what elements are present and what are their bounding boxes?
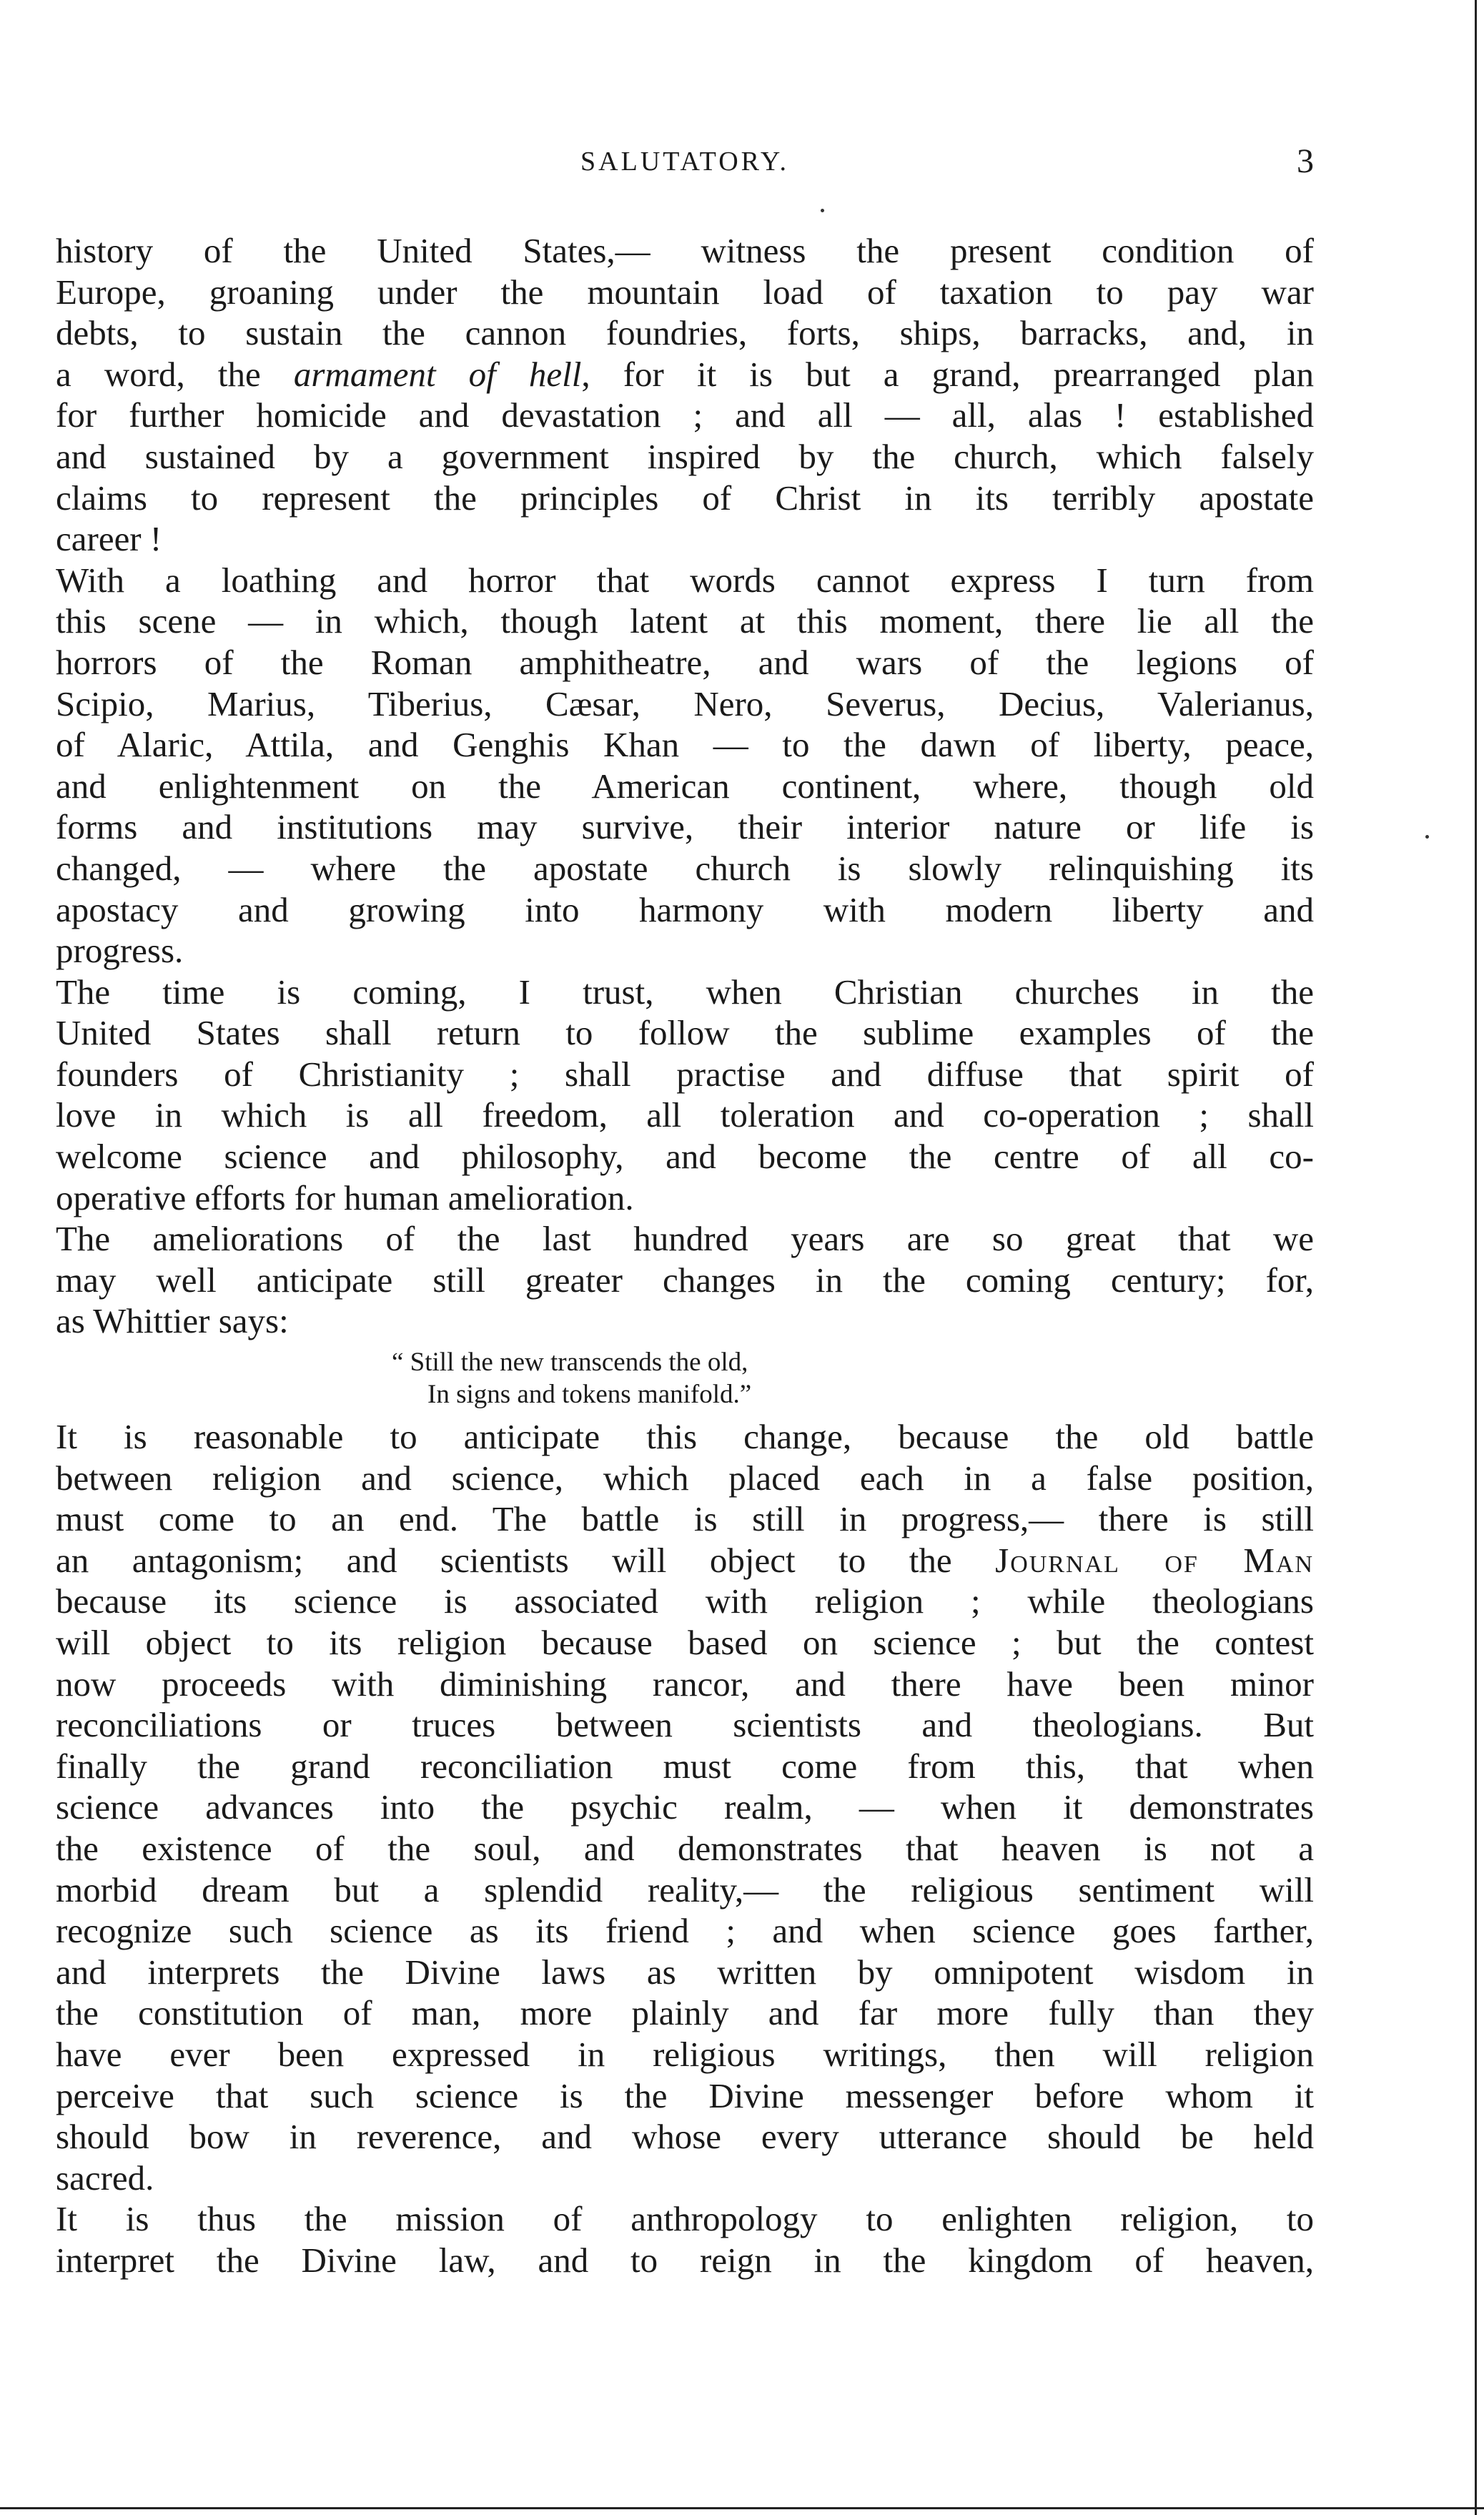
journal-title: Journal of Man — [995, 1540, 1314, 1580]
paragraph-3 — [56, 972, 1314, 1219]
text-line: may well anticipate still greater changes in the coming century; for, — [56, 1260, 1314, 1300]
text-line: welcome science and philosophy, and become the centre of all co- — [56, 1137, 1314, 1177]
paragraph-5 — [56, 1416, 1314, 2198]
scan-speck — [821, 209, 824, 212]
text-line: reconciliations or truces between scientists and theologians. But — [56, 1705, 1314, 1745]
text-line: With a loathing and horror that words cannot express I turn from — [56, 560, 1314, 600]
paragraph-4 — [56, 1218, 1314, 1342]
text-line: and enlightenment on the American continent, where, though old — [56, 766, 1314, 806]
text-line: interpret the Divine law, and to reign in the kingdom of heaven, — [56, 2240, 1314, 2280]
paragraph-6 — [56, 2198, 1314, 2281]
text-line: because its science is associated with religion ; while theologians — [56, 1581, 1314, 1621]
text-line: The ameliorations of the last hundred years are so great that we — [56, 1219, 1314, 1259]
text-line: It is thus the mission of anthropology to enlighten religion, to — [56, 2199, 1314, 2239]
text-line: will object to its religion because based on science ; but the contest — [56, 1623, 1314, 1662]
paragraph-1 — [56, 230, 1314, 560]
scan-page-edge-right — [1475, 0, 1477, 2515]
scan-page-edge-bottom — [0, 2507, 1484, 2509]
text-line: United States shall return to follow the sublime examples of the — [56, 1013, 1314, 1053]
text-line — [56, 354, 1314, 395]
text-line: founders of Christianity ; shall practise and diffuse that spirit of — [56, 1054, 1314, 1094]
text-line: science advances into the psychic realm, — when it demonstrates — [56, 1787, 1314, 1827]
verse-line: In signs and tokens manifold.” — [427, 1380, 752, 1410]
page-number: 3 — [1297, 142, 1314, 180]
text-line: perceive that such science is the Divine messenger before whom it — [56, 2075, 1314, 2115]
text-run: a word, the — [56, 354, 294, 394]
running-head — [56, 142, 1314, 184]
text-line: sacred. — [56, 2158, 154, 2198]
paragraph-2 — [56, 560, 1314, 972]
text-line: and sustained by a government inspired by the church, which falsely — [56, 436, 1314, 476]
text-line: the existence of the soul, and demonstrates that heaven is not a — [56, 1828, 1314, 1868]
text-run: , for it is but a grand, prearranged plan — [581, 354, 1314, 394]
text-line: changed, — where the apostate church is slowly relinquishing its — [56, 848, 1314, 888]
text-line: operative efforts for human amelioration. — [56, 1177, 634, 1217]
text-line: debts, to sustain the cannon foundries, forts, ships, barracks, and, in — [56, 313, 1314, 353]
text-line: horrors of the Roman amphitheatre, and wars of the legions of — [56, 642, 1314, 682]
text-line: this scene — in which, though latent at this moment, there lie all the — [56, 601, 1314, 641]
text-line: and interprets the Divine laws as written by omnipotent wisdom in — [56, 1952, 1314, 1992]
verse-quotation — [56, 1342, 1314, 1416]
text-line: for further homicide and devastation ; and all — all, alas ! established — [56, 395, 1314, 435]
text-run: an antagonism; and scientists will object to the — [56, 1540, 996, 1580]
text-line: history of the United States,— witness the present condition of — [56, 231, 1314, 270]
text-line: as Whittier says: — [56, 1301, 289, 1341]
text-line: must come to an end. The battle is still in progress,— there is still — [56, 1499, 1314, 1539]
text-line: between religion and science, which placed each in a false position, — [56, 1458, 1314, 1498]
text-line: now proceeds with diminishing rancor, and there have been minor — [56, 1664, 1314, 1704]
text-line: recognize such science as its friend ; and when science goes farther, — [56, 1911, 1314, 1951]
scan-speck — [1425, 835, 1429, 839]
text-line: the constitution of man, more plainly and far more fully than they — [56, 1993, 1314, 2033]
text-line: It is reasonable to anticipate this change, because the old battle — [56, 1417, 1314, 1457]
text-line: progress. — [56, 931, 184, 971]
text-line: should bow in reverence, and whose every utterance should be held — [56, 2117, 1314, 2157]
text-line: apostacy and growing into harmony with modern liberty and — [56, 889, 1314, 929]
body-text — [56, 230, 1314, 2281]
text-line — [56, 1540, 1314, 1581]
text-line: career ! — [56, 519, 162, 559]
text-line: love in which is all freedom, all toleration and co-operation ; shall — [56, 1095, 1314, 1135]
text-line: morbid dream but a splendid reality,— the religious sentiment will — [56, 1869, 1314, 1909]
text-line: of Alaric, Attila, and Genghis Khan — to the dawn of liberty, peace, — [56, 725, 1314, 765]
running-title: SALUTATORY. — [580, 147, 789, 177]
italic-phrase: armament of hell — [293, 354, 582, 394]
text-line: forms and institutions may survive, their interior nature or life is — [56, 807, 1314, 847]
text-line: The time is coming, I trust, when Christian churches in the — [56, 972, 1314, 1012]
text-line: claims to represent the principles of Christ in its terribly apostate — [56, 478, 1314, 518]
text-line: Europe, groaning under the mountain load of taxation to pay war — [56, 272, 1314, 312]
text-line: have ever been expressed in religious writings, then will religion — [56, 2034, 1314, 2074]
verse-line: “ Still the new transcends the old, — [392, 1348, 748, 1378]
text-line: finally the grand reconciliation must come from this, that when — [56, 1746, 1314, 1786]
text-line: Scipio, Marius, Tiberius, Cæsar, Nero, Severus, Decius, Valerianus, — [56, 683, 1314, 723]
